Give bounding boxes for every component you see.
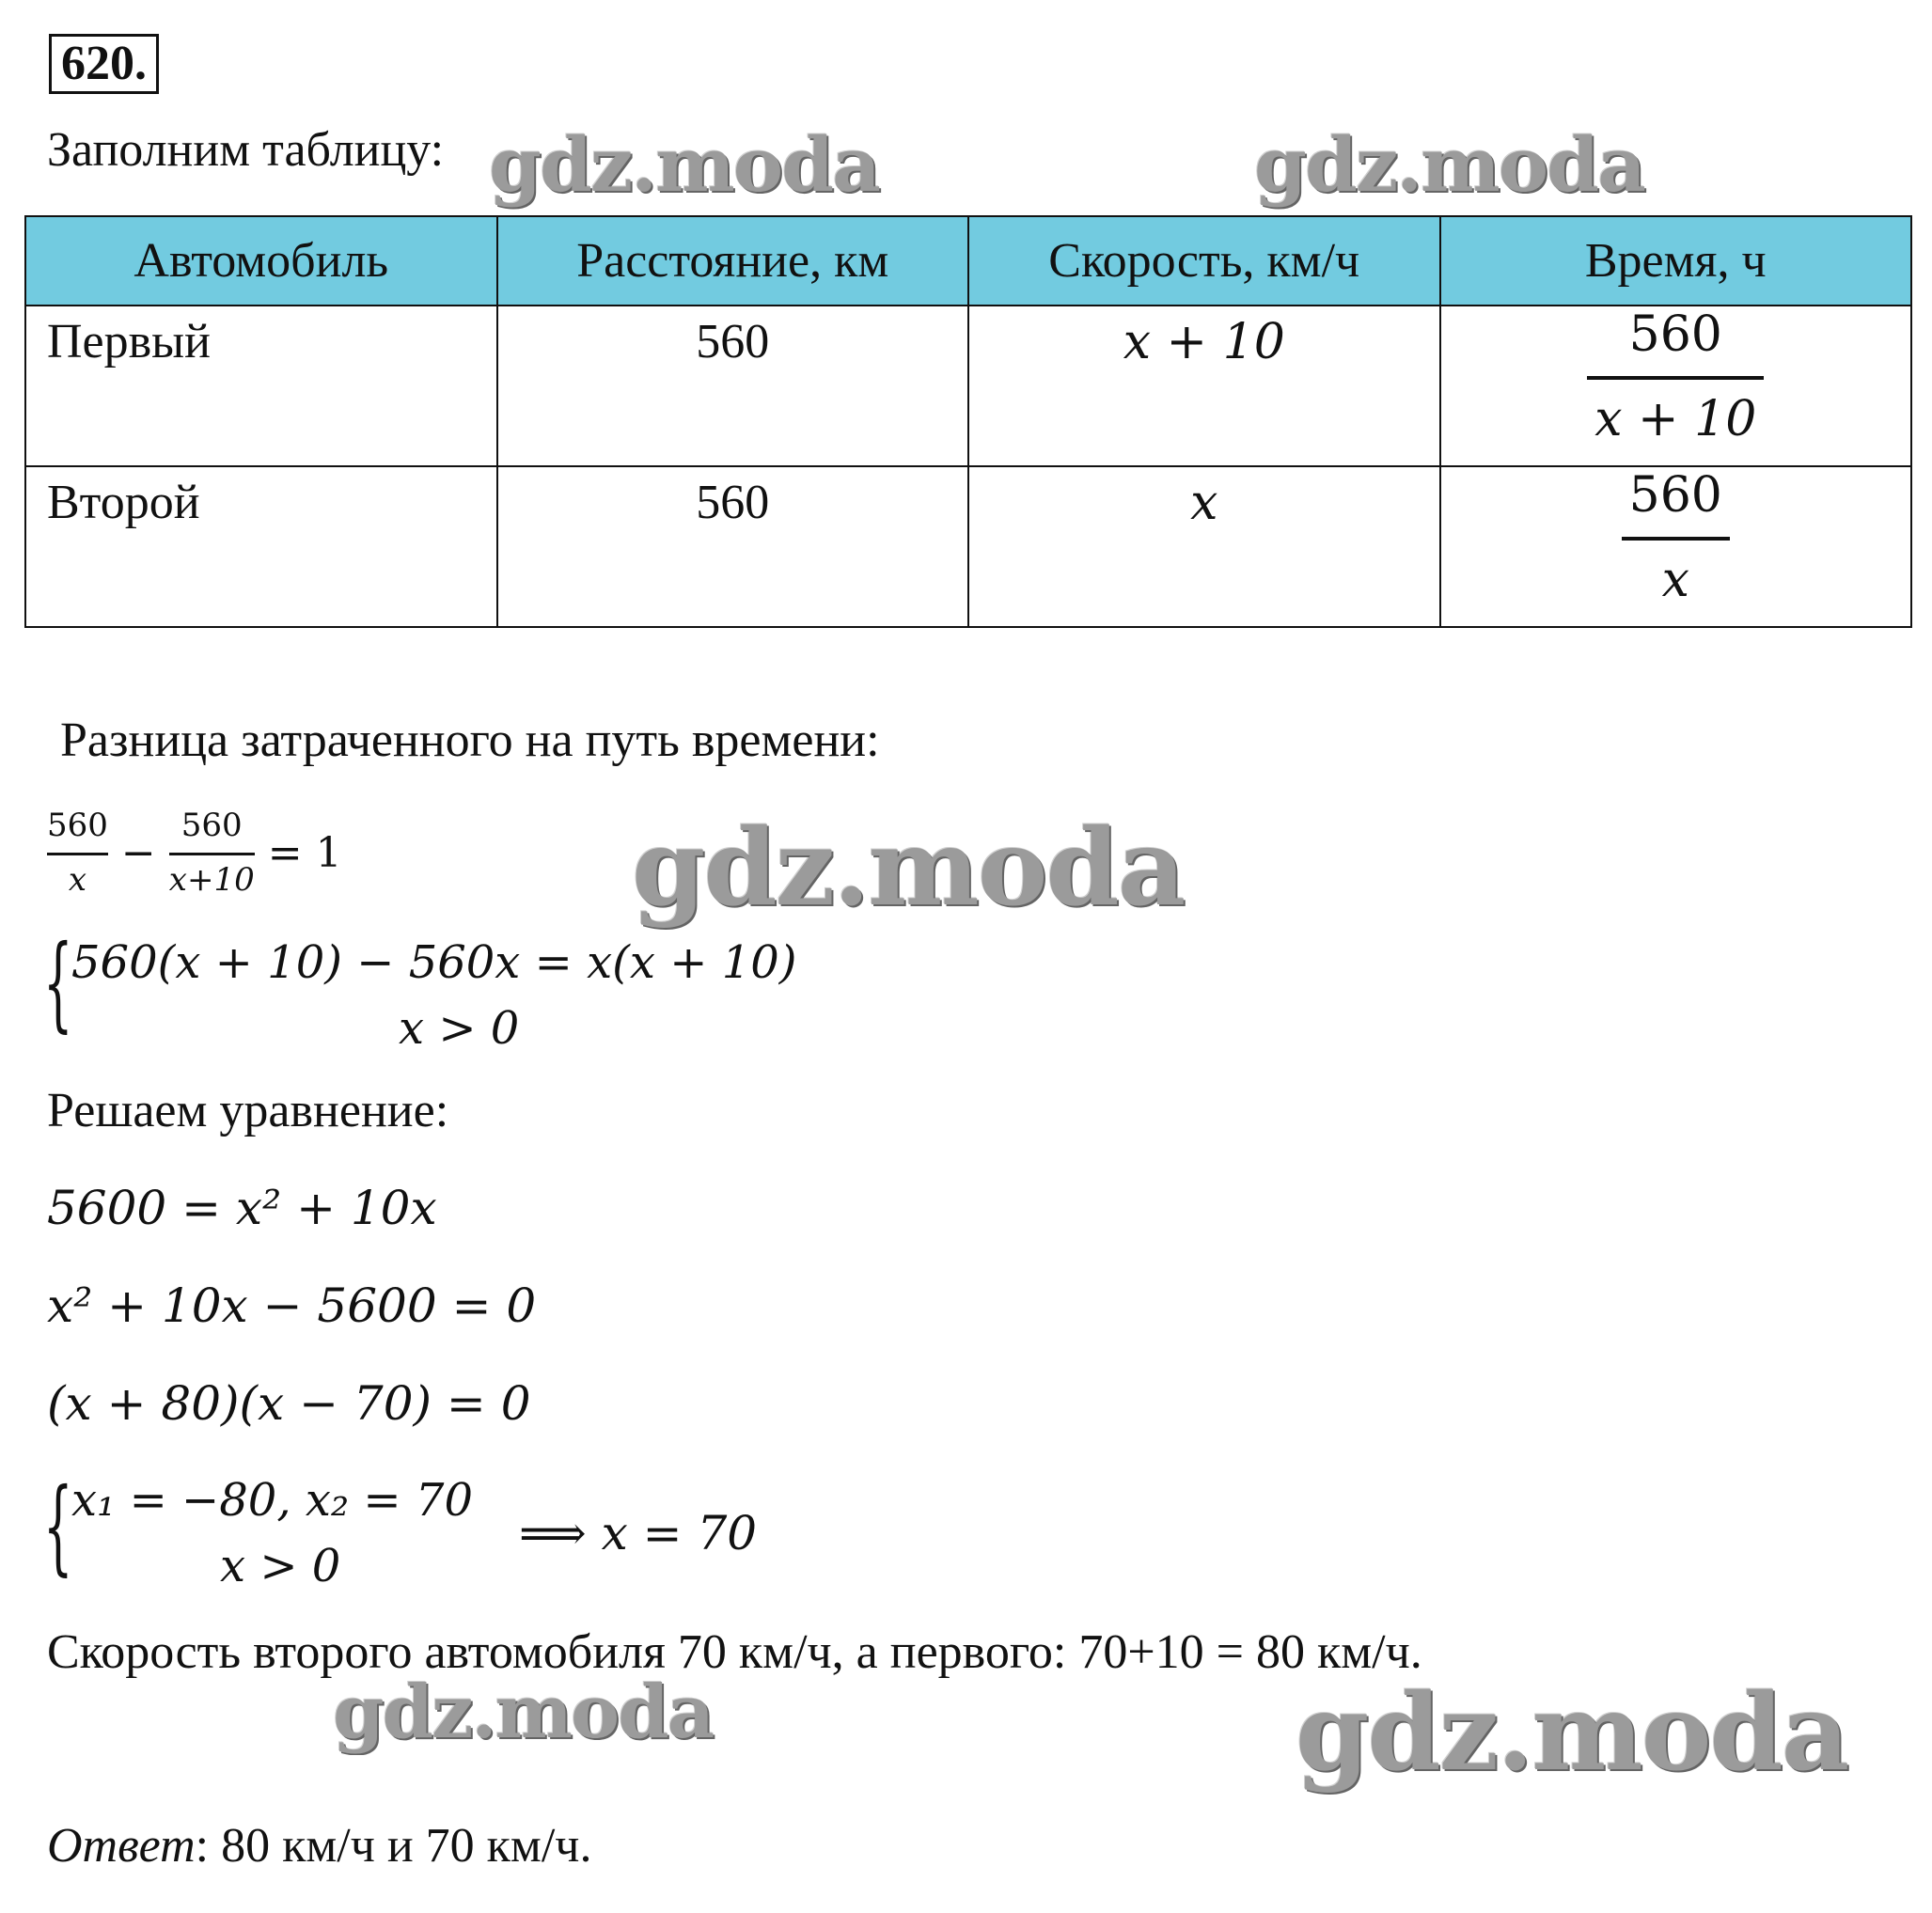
fraction-denominator: x+10 — [168, 861, 255, 899]
step-2: x² + 10x − 5600 = 0 — [47, 1278, 537, 1333]
fraction-denominator: x — [68, 861, 87, 899]
equation-1 — [47, 807, 342, 899]
fraction-denominator: x — [1661, 552, 1689, 608]
step-3: (x + 80)(x − 70) = 0 — [47, 1376, 531, 1431]
table-row — [25, 466, 1911, 627]
solve-label: Решаем уравнение: — [47, 1084, 449, 1137]
fraction-1 — [47, 807, 108, 899]
fraction-numerator: 560 — [47, 807, 108, 844]
header-speed: Скорость, км/ч — [968, 216, 1440, 306]
cell-speed: x + 10 — [968, 306, 1440, 466]
fraction-numerator: 560 — [1628, 306, 1722, 363]
task-number: 620. — [49, 34, 159, 94]
system-brace: { — [43, 922, 73, 1043]
answer-label: Ответ — [47, 1819, 196, 1873]
answer-text: : 80 км/ч и 70 км/ч. — [195, 1819, 592, 1873]
table-row — [25, 306, 1911, 466]
cell-speed: x — [968, 466, 1440, 627]
equation-rhs: = 1 — [267, 828, 342, 877]
system-1-line-1: 560(x + 10) − 560x = x(x + 10) — [71, 936, 797, 989]
table-header-row — [25, 216, 1911, 306]
system-brace: { — [43, 1466, 73, 1586]
header-distance: Расстояние, км — [497, 216, 969, 306]
watermark: gdz.moda — [1254, 120, 1644, 209]
cell-car: Первый — [25, 306, 497, 466]
time-fraction — [1587, 306, 1764, 447]
system-2-implication: ⟹ x = 70 — [519, 1506, 758, 1560]
cell-distance: 560 — [497, 466, 969, 627]
fraction-numerator: 560 — [181, 807, 243, 844]
conclusion-text: Скорость второго автомобиля 70 км/ч, а первого: 70+10 = 80 км/ч. — [47, 1625, 1422, 1679]
data-table — [24, 215, 1912, 628]
fraction-bar — [47, 853, 108, 855]
time-fraction — [1622, 467, 1730, 608]
cell-car: Второй — [25, 466, 497, 627]
cell-distance: 560 — [497, 306, 969, 466]
system-2-line-1: x₁ = −80, x₂ = 70 — [71, 1474, 473, 1527]
fraction-bar — [1622, 537, 1730, 541]
system-2-line-2: x > 0 — [220, 1540, 341, 1592]
header-time: Время, ч — [1440, 216, 1912, 306]
step-1: 5600 = x² + 10x — [47, 1181, 437, 1235]
fraction-2 — [169, 807, 255, 899]
watermark: gdz.moda — [1296, 1671, 1848, 1795]
intro-text: Заполним таблицу: — [47, 123, 445, 177]
minus-sign: − — [120, 828, 156, 877]
answer-line — [47, 1818, 591, 1874]
fraction-bar — [1587, 376, 1764, 380]
fraction-bar — [169, 853, 255, 855]
system-1-line-2: x > 0 — [399, 1002, 520, 1055]
fraction-numerator: 560 — [1628, 467, 1722, 524]
cell-time — [1440, 306, 1912, 466]
difference-label: Разница затраченного на путь времени: — [60, 713, 880, 767]
fraction-denominator: x + 10 — [1594, 391, 1757, 447]
watermark: gdz.moda — [333, 1670, 714, 1755]
header-car: Автомобиль — [25, 216, 497, 306]
watermark: gdz.moda — [632, 807, 1185, 930]
cell-time — [1440, 466, 1912, 627]
watermark: gdz.moda — [489, 120, 879, 209]
